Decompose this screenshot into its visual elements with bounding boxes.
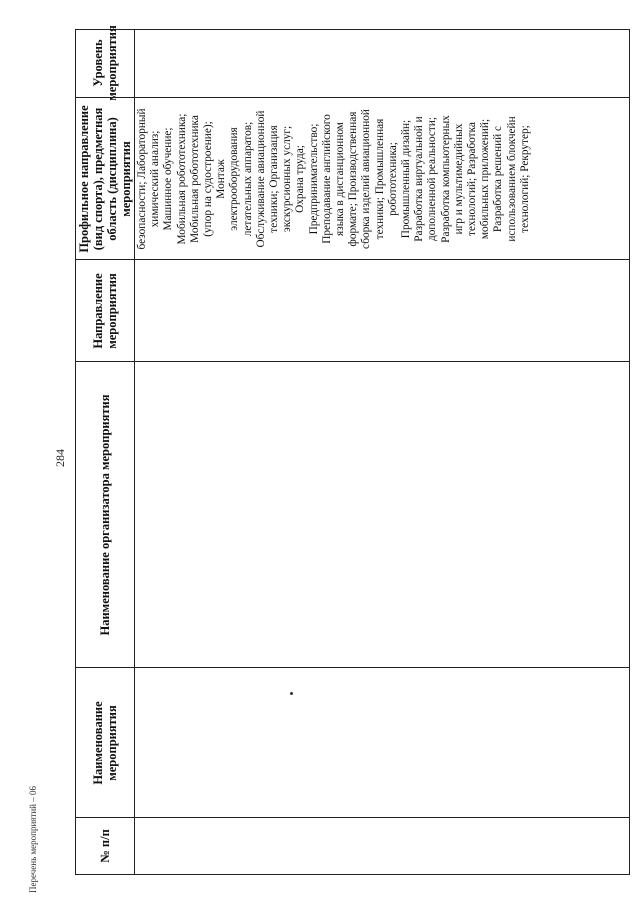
header-number: № п/п [98, 829, 112, 863]
header-direction: Направление мероприятия [91, 273, 119, 349]
profile-line: технологий; Разработка [466, 122, 479, 236]
profile-line: мобильных приложений; [479, 118, 492, 240]
profile-line: Преподавание английского [320, 114, 333, 244]
profile-line: Разработка виртуальной и [413, 116, 426, 242]
profile-line: химический анализ; [149, 130, 162, 228]
profile-line: дополненной реальности; [426, 116, 439, 242]
profile-line: электрооборудования [228, 127, 241, 231]
header-profile-area: Профильное направление (вид спорта), предметная область (дисциплина) мероприятия [77, 105, 133, 253]
col-divider [76, 361, 629, 362]
profile-line: Обслуживание авиационной [254, 110, 267, 248]
profile-line: использованием блокчейн [505, 116, 518, 242]
profile-line: экскурсионных услуг; [281, 125, 294, 233]
events-table [75, 25, 630, 875]
profile-line: Мобильная робототехника [188, 115, 201, 243]
profile-area-cell [134, 98, 531, 260]
profile-line: Мобильная робототехника; [175, 113, 188, 245]
profile-line: формате; Производственная [347, 111, 360, 247]
profile-line: игр и мультимедийных [452, 123, 465, 235]
profile-line: Монтаж [215, 159, 228, 199]
profile-line: Разработка решений с [492, 125, 505, 233]
profile-line: Промышленный дизайн; [400, 119, 413, 239]
profile-line: Охрана труда; [294, 145, 307, 213]
profile-line: Предпринимательство; [307, 123, 320, 235]
profile-line: языка в дистанционном [334, 122, 347, 236]
profile-line: робототехника; [386, 142, 399, 216]
col-divider [76, 667, 629, 668]
page-number: 284 [53, 449, 67, 467]
profile-line: Машинное обучение; [162, 127, 175, 231]
profile-line: техники; Промышленная [373, 118, 386, 240]
profile-line: технологий; Рекрутер; [518, 125, 531, 233]
profile-line: летательных аппаратов; [241, 121, 254, 237]
header-level: Уровень мероприятия [91, 25, 119, 101]
header-organizer: Наименование организатора мероприятия [98, 394, 112, 636]
profile-line: сборка изделий авиационной [360, 109, 373, 249]
header-event-name: Наименование мероприятия [91, 701, 119, 785]
profile-line: безопасности; Лабораторный [136, 108, 148, 250]
profile-line: Разработка компьютерных [439, 115, 452, 243]
profile-line: (упор на судостроение); [202, 121, 215, 237]
footer-note: Перечень мероприятий – 06 [28, 786, 38, 893]
profile-line: техники; Организация [268, 125, 281, 233]
col-divider [76, 817, 629, 818]
